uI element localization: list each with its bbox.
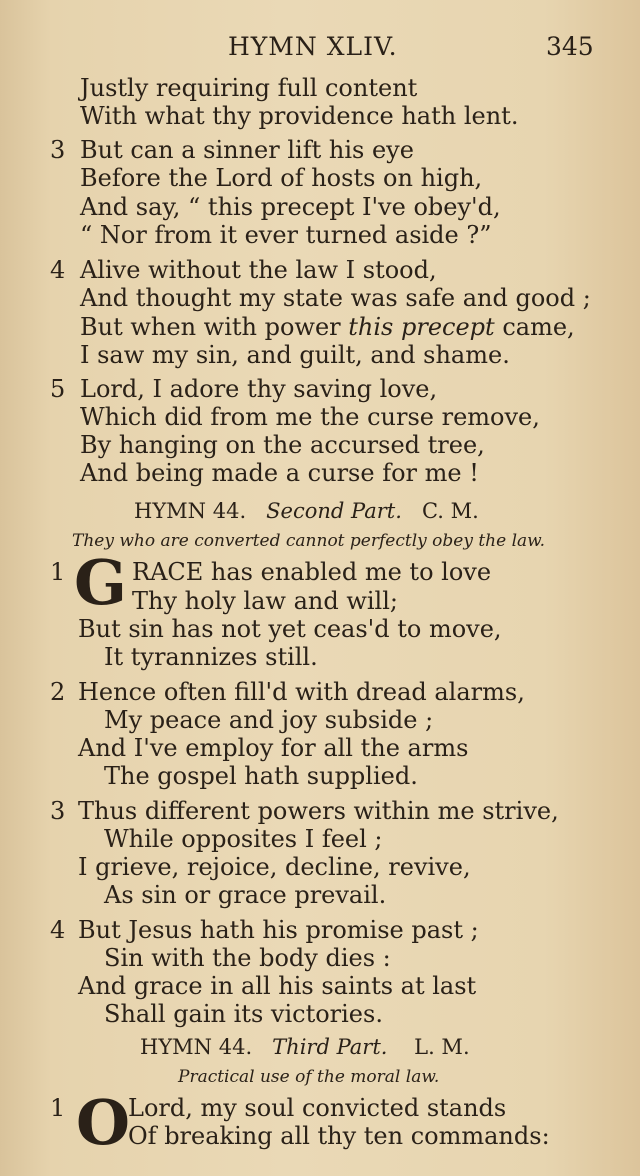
verse-line: And I've employ for all the arms	[78, 734, 469, 762]
hymn-part: Second Part.	[266, 499, 402, 523]
verse-line: Sin with the body dies :	[104, 944, 391, 972]
verse-line: I grieve, rejoice, decline, revive,	[78, 853, 471, 881]
verse-line: “ Nor from it ever turned aside ?”	[80, 221, 492, 249]
hymn-meter: L. M.	[414, 1035, 470, 1059]
verse-line: I saw my sin, and guilt, and shame.	[80, 341, 510, 369]
hymn-number: HYMN 44.	[140, 1035, 253, 1059]
verse-line: Thus different powers within me strive,	[78, 797, 559, 825]
verse-line: As sin or grace prevail.	[104, 881, 387, 909]
verse-line: RACE has enabled me to love	[132, 558, 492, 586]
drop-cap: G	[74, 546, 127, 619]
hymn-heading	[140, 1034, 470, 1060]
verse-line: Lord, my soul convicted stands	[128, 1094, 507, 1122]
verse-line: But can a sinner lift his eye	[80, 136, 414, 164]
hymn-subtitle: They who are converted cannot perfectly obey the law.	[72, 531, 546, 551]
verse-text: But when with power	[80, 313, 349, 341]
verse-text: came,	[494, 313, 575, 341]
verse-line	[80, 313, 575, 341]
stanza-number: 4	[50, 256, 66, 284]
verse-line: Before the Lord of hosts on high,	[80, 164, 483, 192]
verse-line: And thought my state was safe and good ;	[80, 284, 591, 312]
verse-line: But Jesus hath his promise past ;	[78, 916, 479, 944]
verse-line: Lord, I adore thy saving love,	[80, 375, 438, 403]
hymn-heading	[134, 498, 479, 524]
page-number: 345	[546, 32, 594, 61]
page-header	[0, 32, 640, 72]
stanza-number: 1	[50, 558, 66, 586]
verse-line: While opposites I feel ;	[104, 825, 383, 853]
verse-line: My peace and joy subside ;	[104, 706, 434, 734]
stanza-number: 3	[50, 797, 66, 825]
verse-line: Which did from me the curse remove,	[80, 403, 540, 431]
verse-line: And being made a curse for me !	[80, 459, 479, 487]
hymn-number: HYMN 44.	[134, 499, 247, 523]
verse-line: And say, “ this precept I've obey'd,	[80, 193, 501, 221]
running-title: HYMN XLIV.	[228, 32, 398, 61]
verse-line: Of breaking all thy ten commands:	[128, 1122, 550, 1150]
verse-line: Alive without the law I stood,	[80, 256, 437, 284]
verse-line: But sin has not yet ceas'd to move,	[78, 615, 502, 643]
stanza-number: 3	[50, 136, 66, 164]
hymn-subtitle: Practical use of the moral law.	[178, 1067, 440, 1087]
verse-line: By hanging on the accursed tree,	[80, 431, 485, 459]
hymn-meter: C. M.	[421, 499, 479, 523]
verse-line: Shall gain its victories.	[104, 1000, 383, 1028]
hymn-part: Third Part.	[272, 1035, 388, 1059]
verse-line: And grace in all his saints at last	[78, 972, 477, 1000]
stanza-number: 4	[50, 916, 66, 944]
verse-line: Thy holy law and will;	[132, 587, 398, 615]
stanza-number: 1	[50, 1094, 66, 1122]
verse-line: Hence often fill'd with dread alarms,	[78, 678, 525, 706]
stanza-number: 2	[50, 678, 66, 706]
verse-line: It tyrannizes still.	[104, 643, 318, 671]
drop-cap: O	[76, 1086, 131, 1159]
verse-line: Justly requiring full content	[80, 74, 418, 102]
emphasis-text: this precept	[348, 313, 495, 341]
verse-line: The gospel hath supplied.	[104, 762, 418, 790]
stanza-number: 5	[50, 375, 66, 403]
verse-line: With what thy providence hath lent.	[80, 102, 519, 130]
